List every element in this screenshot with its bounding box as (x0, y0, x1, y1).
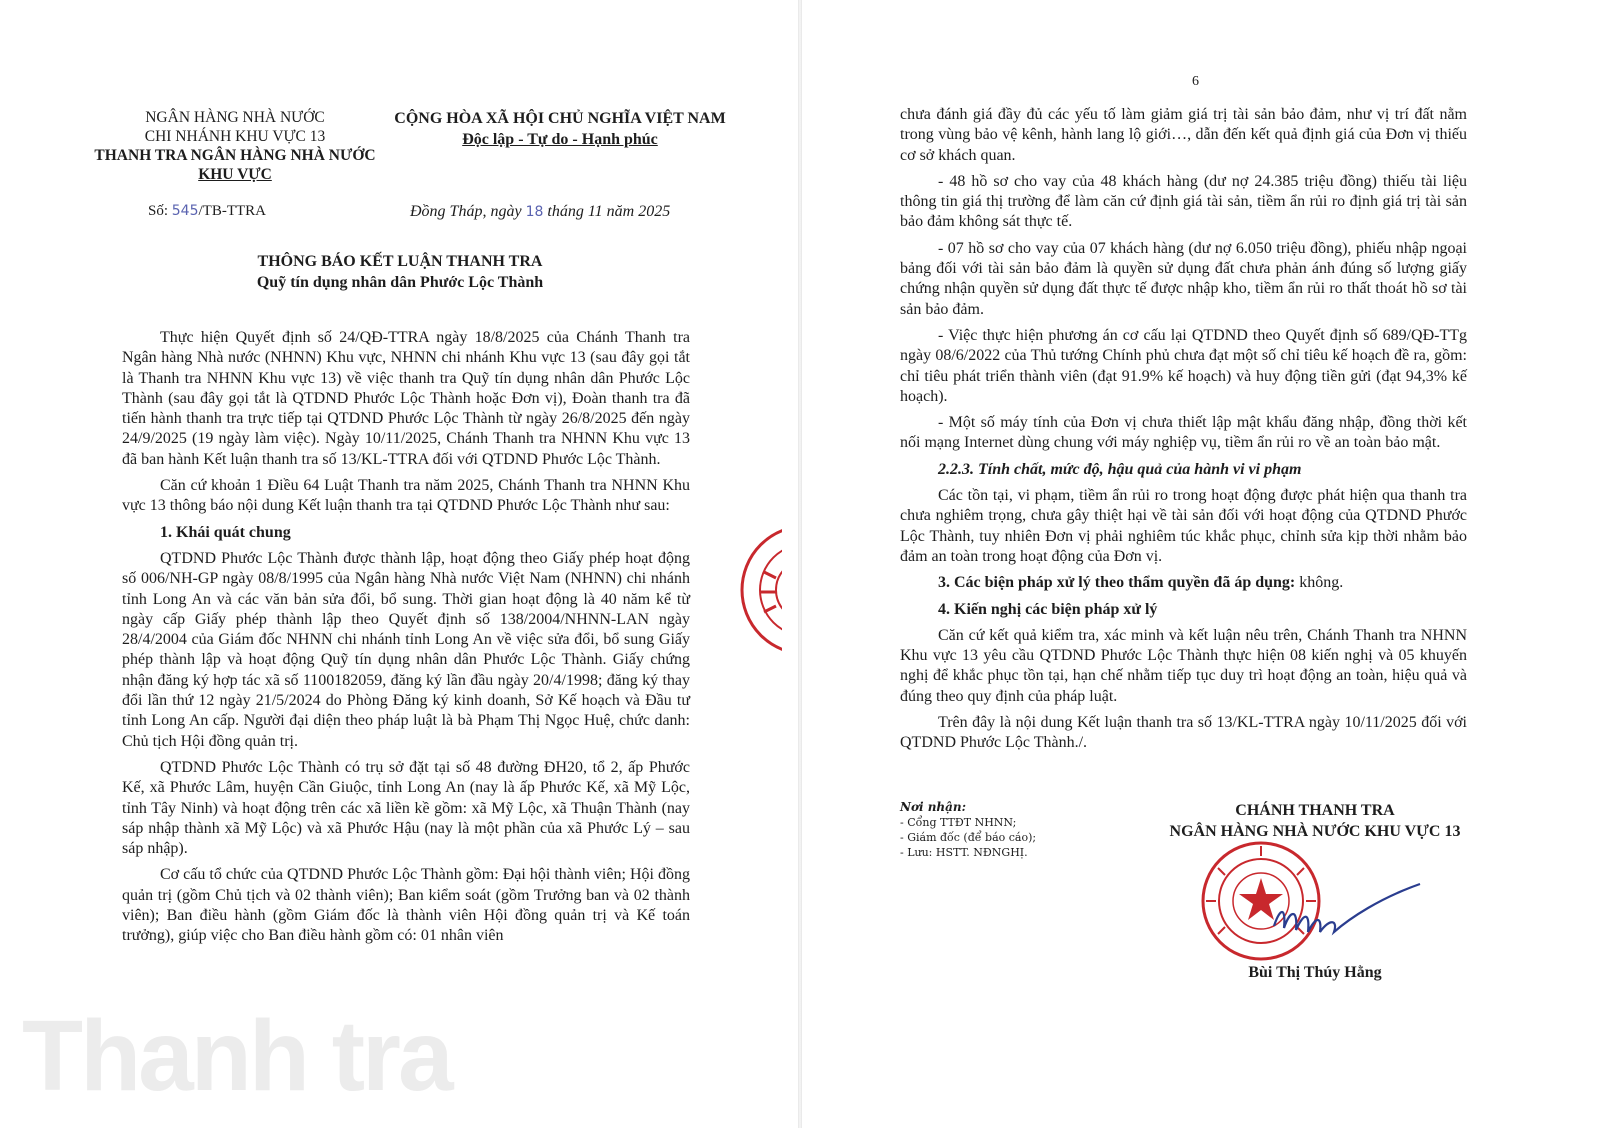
finding-07-loans: - 07 hồ sơ cho vay của 07 khách hàng (dư nợ 6.050 triệu đồng), phiếu nhập ngoại bảng đối với tài sản bảo đảm là quyền sử dụng đất chưa phản ánh đúng số lượng giấy chứng nhận quyền sử dụng đất thực tế được nhập kho, tiềm ẩn rủi ro thất thoát hồ sơ tài sản bảo đảm. (900, 239, 1467, 318)
date-prefix: Đồng Tháp, ngày (410, 203, 522, 220)
page-number: 6 (1192, 74, 1199, 89)
paragraph-severity: Các tồn tại, vi phạm, tiềm ẩn rủi ro trong hoạt động được phát hiện qua thanh tra chưa nghiêm trọng, chưa gây thiệt hại về tài sản đối với hoạt động của QTDND Phước Lộc Thành, tuy nhiên Đơn vị phải nghiêm túc khắc phục, chỉnh sửa kịp thời nhằm bảo đảm an toàn trong hoạt động của Đơn vị. (900, 487, 1467, 565)
date-day-handwritten: 18 (525, 204, 544, 220)
paragraph-address: QTDND Phước Lộc Thành có trụ sở đặt tại số 48 đường ĐH20, tổ 2, ấp Phước Kế, xã Phước Lâm, huyện Cần Giuộc, tỉnh Long An (nay là ấp Phước Kế, xã Mỹ Lộc, tỉnh Tây Ninh) và hoạt động trên các xã liền kề gồm: xã Mỹ Lộc, xã Thuận Thành (nay sáp nhập thành xã Mỹ Lộc) và xã Phước Hậu (nay là một phần của xã Phước Lý – sau sáp nhập). (122, 758, 690, 858)
signature-icon (1270, 878, 1430, 948)
recipients-label: Nơi nhận: (900, 800, 967, 814)
paragraph-basis: Căn cứ khoản 1 Điều 64 Luật Thanh tra năm 2025, Chánh Thanh tra NHNN Khu vực 13 thông báo nội dung Kết luận thanh tra tại QTDND Phước Lộc Thành như sau: (122, 477, 690, 515)
signer-title-line-1: CHÁNH THANH TRA (1235, 802, 1395, 819)
national-title: CỘNG HÒA XÃ HỘI CHỦ NGHĨA VIỆT NAM (394, 110, 726, 127)
signer-title-line-2: NGÂN HÀNG NHÀ NƯỚC KHU VỰC 13 (1169, 823, 1461, 840)
issuer-header (70, 108, 400, 184)
issuer-line-1: NGÂN HÀNG NHÀ NƯỚC (145, 109, 325, 126)
finding-48-loans: - 48 hồ sơ cho vay của 48 khách hàng (dư nợ 24.385 triệu đồng) thiếu tài liệu thông tin giá thị trường để làm căn cứ định giá tài sản, tiềm ẩn rủi ro định giá trị tài sản bảo đảm không sát thực tế. (900, 172, 1467, 231)
issuer-line-2: CHI NHÁNH KHU VỰC 13 (144, 128, 326, 145)
heading-section-4: 4. Kiến nghị các biện pháp xử lý (938, 600, 1158, 618)
heading-section-1: 1. Khái quát chung (160, 523, 291, 541)
paragraph-recommendations: Căn cứ kết quả kiểm tra, xác minh và kết luận nêu trên, Chánh Thanh tra NHNN Khu vực 13 yêu cầu QTDND Phước Lộc Thành thực hiện 08 kiến nghị và 05 khuyến nghị để khắc phục tồn tại, hạn chế nhằm tiếp tục duy trì hoạt động an toàn, hiệu quả và đúng theo quy định của pháp luật. (900, 626, 1467, 705)
issuer-line-4: KHU VỰC (198, 166, 272, 183)
document-title: THÔNG BÁO KẾT LUẬN THANH TRA (257, 253, 543, 270)
section-3-value: không. (1299, 574, 1344, 592)
svg-text:Thanh tra: Thanh tra (22, 1000, 451, 1110)
finding-computers: - Một số máy tính của Đơn vị chưa thiết lập mật khẩu đăng nhập, đồng thời kết nối mạng Internet dùng chung với máy nghiệp vụ, tiềm ẩn rủi ro về an toàn bảo mật. (900, 414, 1467, 452)
paragraph-intro: Thực hiện Quyết định số 24/QĐ-TTRA ngày 18/8/2025 của Chánh Thanh tra Ngân hàng Nhà nước (NHNN) Khu vực, NHNN chi nhánh Khu vực 13 (sau đây gọi tắt là Thanh tra NHNN Khu vực 13) về việc thanh tra Quỹ tín dụng nhân dân Phước Lộc Thành (sau đây gọi tắt là QTDND Phước Lộc Thành hoặc Đơn vị), Đoàn thanh tra đã tiến hành thanh tra trực tiếp tại QTDND Phước Lộc Thành từ ngày 26/8/2025 đến ngày 24/9/2025 (19 ngày làm việc). Ngày 10/11/2025, Chánh Thanh tra NHNN Khu vực 13 đã ban hành Kết luận thanh tra số 13/KL-TTRA đối với QTDND Phước Lộc Thành. (122, 329, 690, 468)
heading-section-3: 3. Các biện pháp xử lý theo thẩm quyền đã áp dụng: (938, 574, 1296, 592)
recipient-item: - Giám đốc (để báo cáo); (900, 831, 1037, 844)
document-number (148, 203, 266, 220)
signer-name: Bùi Thị Thúy Hằng (1248, 964, 1382, 981)
document-number-suffix: /TB-TTRA (198, 203, 266, 219)
finding-restructuring: - Việc thực hiện phương án cơ cấu lại QTDND theo Quyết định số 689/QĐ-TTg ngày 08/6/2022 của Thủ tướng Chính phủ chưa đạt một số chỉ tiêu kế hoạch đề ra, gồm: chỉ tiêu phát triển thành viên (đạt 91.9% kế hoạch) và huy động tiền gửi (đạt 94,3% kế hoạch). (900, 326, 1467, 405)
paragraph-structure: Cơ cấu tổ chức của QTDND Phước Lộc Thành gồm: Đại hội thành viên; Hội đồng quản trị (gồm Chủ tịch và 02 thành viên); Ban kiểm soát (gồm Trưởng ban và 02 thành viên); Ban điều hành (gồm Giám đốc là thành viên Hội đồng quản trị và Kế toán trưởng), giúp việc cho Ban điều hành gồm có: 01 nhân viên (122, 866, 690, 945)
recipient-item: - Lưu: HSTT. NĐNGHỊ. (900, 846, 1028, 859)
document-page-right (800, 0, 1600, 1128)
national-header (385, 108, 735, 150)
signer-title (1140, 800, 1490, 842)
paragraph-continued: chưa đánh giá đầy đủ các yếu tố làm giảm giá trị tài sản bảo đảm, như vị trí đất nằm trong vùng bảo vệ kênh, hành lang lộ giới…, dẫn đến kết quả định giá của Đơn vị thiếu cơ sở khách quan. (900, 106, 1467, 164)
recipients-block (900, 800, 1036, 860)
national-motto: Độc lập - Tự do - Hạnh phúc (462, 131, 658, 148)
document-subtitle: Quỹ tín dụng nhân dân Phước Lộc Thành (256, 274, 544, 291)
document-number-prefix: Số: (148, 203, 169, 219)
date-suffix: tháng 11 năm 2025 (547, 203, 671, 220)
paragraph-closing: Trên đây là nội dung Kết luận thanh tra số 13/KL-TTRA ngày 10/11/2025 đối với QTDND Phước Lộc Thành./. (900, 714, 1467, 752)
heading-2-2-3: 2.2.3. Tính chất, mức độ, hậu quả của hành vi vi phạm (938, 460, 1302, 478)
paragraph-establishment: QTDND Phước Lộc Thành được thành lập, hoạt động theo Giấy phép hoạt động số 006/NH-GP ngày 08/8/1995 của Ngân hàng Nhà nước Việt Nam (NHNN) chi nhánh tỉnh Long An và các văn bản sửa đổi, bổ sung. Thời gian hoạt động là 40 năm kể từ ngày cấp Giấy phép thành lập theo Quyết định số 138/2004/NHNN-LAN ngày 28/4/2004 của Giám đốc NHNN chi nhánh tỉnh Long An về việc sửa đổi, bổ sung Giấy phép thành lập và hoạt động Quỹ tín dụng nhân dân Phước Lộc Thành. Giấy chứng nhận đăng ký hợp tác xã số 1100182059, đăng ký lần đầu ngày 20/4/1998; đăng ký thay đổi lần thứ 12 ngày 21/5/2024 do Phòng Đăng ký kinh doanh, Sở Kế hoạch và Đầu tư tỉnh Long An cấp. Người đại diện theo pháp luật là bà Phạm Thị Ngọc Huệ, chức danh: Chủ tịch Hội đồng quản trị. (122, 549, 690, 750)
recipient-item: - Cổng TTĐT NHNN; (900, 816, 1017, 829)
right-body (900, 105, 1467, 760)
document-date (410, 203, 670, 221)
left-body (122, 328, 690, 953)
issuer-line-3: THANH TRA NGÂN HÀNG NHÀ NƯỚC (94, 147, 376, 164)
watermark-logo (22, 990, 542, 1110)
document-number-handwritten: 545 (171, 203, 199, 219)
